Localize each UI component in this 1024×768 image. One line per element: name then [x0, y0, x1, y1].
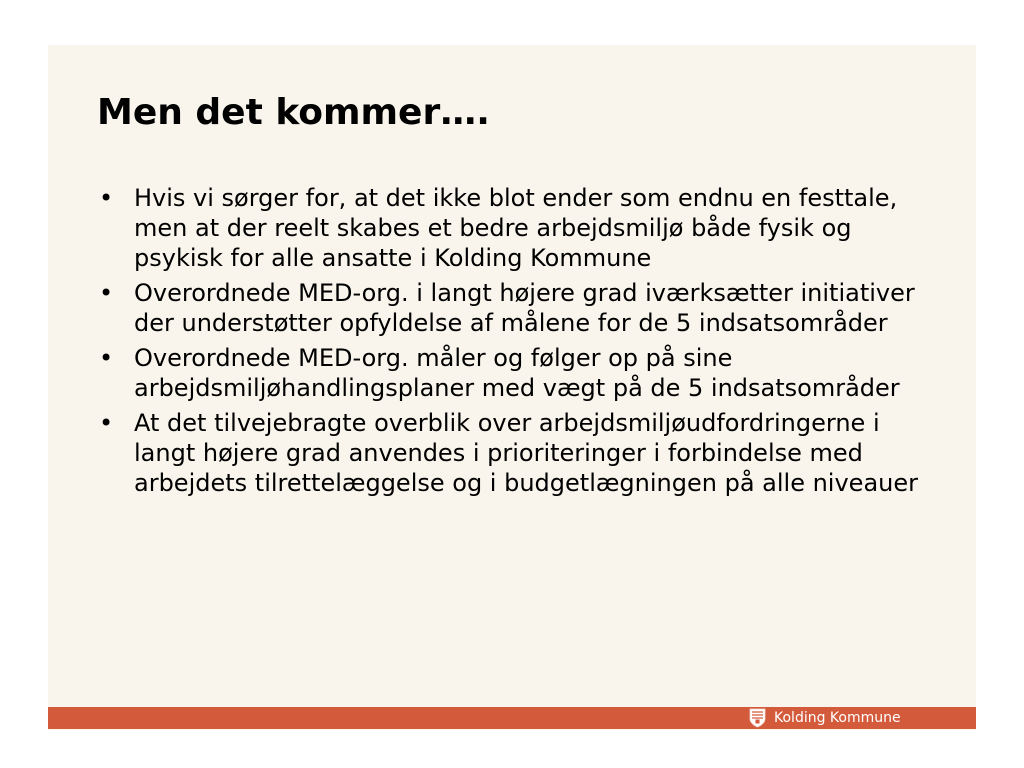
bullet-text: Overordnede MED-org. i langt højere grad iværksætter initiativer der understøtter opfyldelse af målene for de 5 indsatsområder — [134, 279, 915, 337]
slide-title: Men det kommer…. — [97, 92, 490, 133]
footer-org-name: Kolding Kommune — [774, 710, 901, 726]
bullet-dot-icon: • — [99, 344, 114, 372]
bullet-text: At det tilvejebragte overblik over arbejdsmiljøudfordringerne i langt højere grad anvendes i prioriteringer i forbindelse med arbejdets tilrettelæggelse og i budgetlægningen på alle niveauer — [134, 409, 918, 497]
bullet-text: Hvis vi sørger for, at det ikke blot ender som endnu en festtale, men at der reelt skabes et bedre arbejdsmiljø både fysik og psykisk for alle ansatte i Kolding Kommune — [134, 184, 898, 272]
bullet-item — [98, 278, 928, 338]
bullet-dot-icon: • — [99, 279, 114, 307]
bullet-item — [98, 408, 928, 498]
bullet-dot-icon: • — [99, 409, 114, 437]
bullet-dot-icon: • — [99, 184, 114, 212]
kolding-coat-of-arms-icon — [749, 708, 766, 728]
bullet-item — [98, 343, 928, 403]
bullet-item — [98, 183, 928, 273]
slide — [48, 45, 976, 730]
bullet-text: Overordnede MED-org. måler og følger op på sine arbejdsmiljøhandlingsplaner med vægt på de 5 indsatsområder — [134, 344, 900, 402]
footer-bar — [48, 707, 976, 729]
bullet-list — [98, 183, 928, 503]
